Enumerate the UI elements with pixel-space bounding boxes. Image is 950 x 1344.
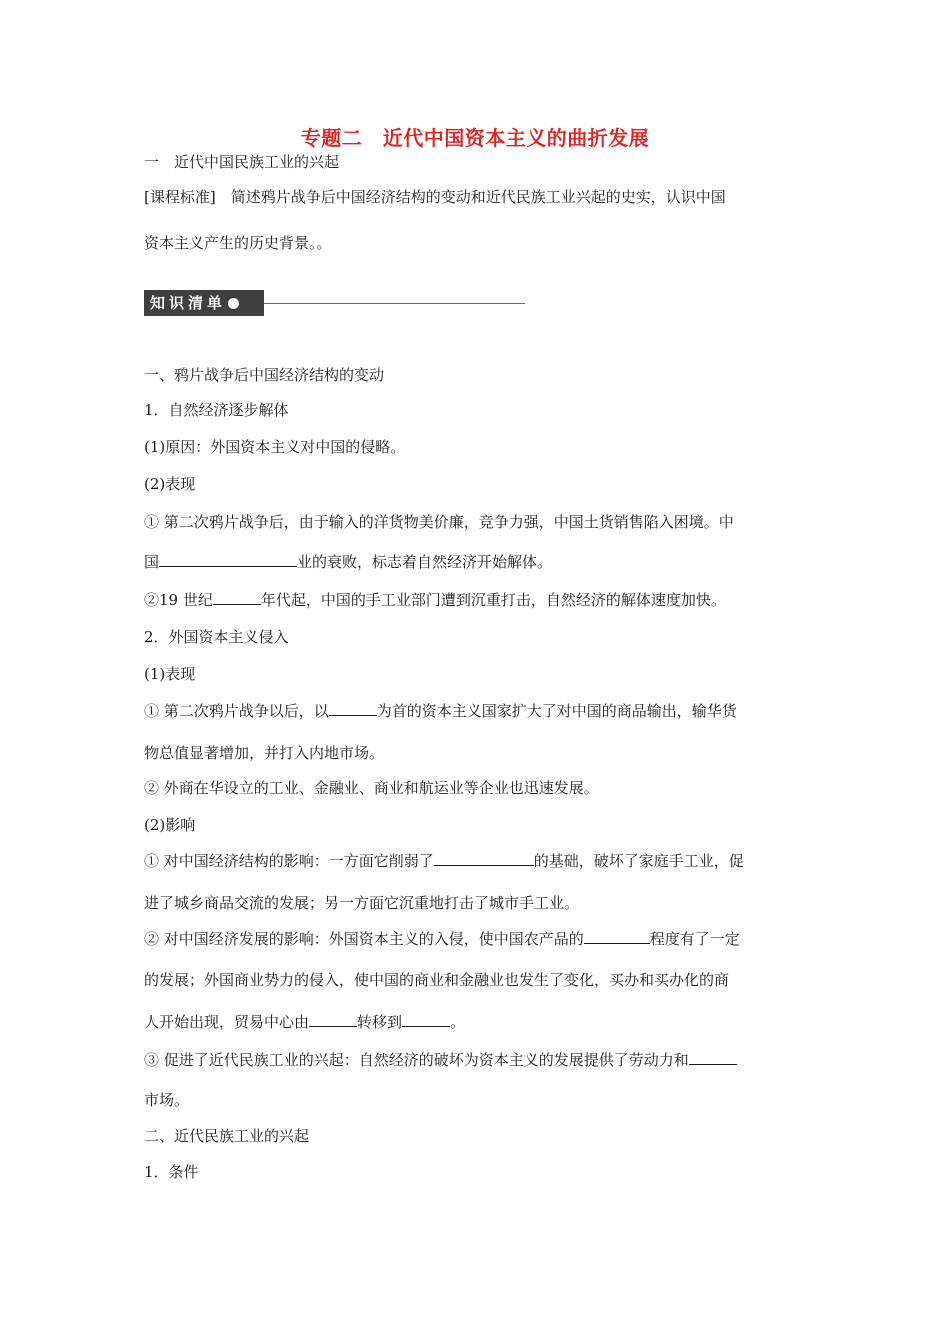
text-fragment: ② 对中国经济发展的影响：外国资本主义的入侵，使中国农产品的 [144, 930, 584, 948]
item-1-1-1: (1)原因：外国资本主义对中国的侵略。 [144, 438, 406, 456]
item-1-2-1-a-line-2: 物总值显著增加，并打入内地市场。 [144, 744, 385, 762]
text-fragment: 人开始出现，贸易中心由 [144, 1013, 310, 1031]
item-1-1-2-b [144, 590, 726, 610]
fill-in-blank[interactable] [584, 929, 650, 944]
fill-in-blank[interactable] [329, 701, 377, 716]
text-fragment: ① 第二次鸦片战争以后，以 [144, 702, 329, 720]
section-divider [264, 303, 525, 304]
item-1-1: 1．自然经济逐步解体 [144, 401, 289, 419]
item-2-1: 1．条件 [144, 1163, 199, 1181]
course-standard-line-2: 资本主义产生的历史背景。。 [144, 234, 332, 252]
item-1-2-2-a-line-1 [144, 851, 744, 871]
fill-in-blank[interactable] [434, 851, 534, 866]
section-2-heading: 二、近代民族工业的兴起 [144, 1127, 310, 1145]
text-fragment: 。 [450, 1013, 466, 1031]
course-standard-line-1 [144, 187, 726, 207]
lesson-subtitle: 一 近代中国民族工业的兴起 [144, 153, 340, 171]
item-1-2-1: (1)表现 [144, 665, 196, 683]
text-fragment: 程度有了一定 [649, 930, 740, 948]
item-1-2-1-a-line-1 [144, 701, 737, 721]
item-1-1-2-a-line-2 [144, 552, 552, 572]
item-1-1-2-a-line-1: ① 第二次鸦片战争后，由于输入的洋货物美价廉，竞争力强，中国土货销售陷入困境。中 [144, 513, 734, 531]
text-fragment: 为首的资本主义国家扩大了对中国的商品输出，输华货 [376, 702, 737, 720]
item-1-2-1-b: ② 外商在华设立的工业、金融业、商业和航运业等企业也迅速发展。 [144, 779, 599, 797]
page-title: 专题二 近代中国资本主义的曲折发展 [300, 126, 650, 150]
knowledge-list-tag-label: 知识清单 [150, 294, 227, 312]
item-1-2: 2．外国资本主义侵入 [144, 628, 289, 646]
text-fragment: ③ 促进了近代民族工业的兴起：自然经济的破坏为资本主义的发展提供了劳动力和 [144, 1051, 689, 1069]
course-standard-text-1: 简述鸦片战争后中国经济结构的变动和近代民族工业兴起的史实，认识中国 [215, 188, 726, 206]
text-fragment: 转移到 [357, 1013, 403, 1031]
text-fragment: ②19 世纪 [144, 591, 213, 609]
item-1-1-2: (2)表现 [144, 475, 196, 493]
item-1-2-2-a-line-2: 进了城乡商品交流的发展；另一方面它沉重地打击了城市手工业。 [144, 894, 580, 912]
item-1-2-2: (2)影响 [144, 816, 196, 834]
text-fragment: 年代起，中国的手工业部门遭到沉重打击，自然经济的解体速度加快。 [260, 591, 726, 609]
text-fragment: ① 对中国经济结构的影响：一方面它削弱了 [144, 852, 434, 870]
item-1-2-2-b-line-1 [144, 929, 740, 949]
section-1-heading: 一、鸦片战争后中国经济结构的变动 [144, 366, 385, 384]
fill-in-blank[interactable] [159, 552, 297, 567]
fill-in-blank[interactable] [213, 590, 261, 605]
fill-in-blank[interactable] [689, 1050, 737, 1065]
item-1-2-2-b-line-2: 的发展；外国商业势力的侵入，使中国的商业和金融业也发生了变化，买办和买办化的商 [144, 971, 730, 989]
text-fragment: 国 [144, 553, 160, 571]
item-1-2-2-b-line-3 [144, 1012, 465, 1032]
knowledge-list-tag [144, 290, 264, 316]
fill-in-blank[interactable] [402, 1012, 450, 1027]
item-1-2-2-c-line-2: 市场。 [144, 1091, 190, 1109]
text-fragment: 的基础，破坏了家庭手工业，促 [533, 852, 744, 870]
bullet-dot-icon [228, 298, 239, 309]
text-fragment: 业的衰败，标志着自然经济开始解体。 [297, 553, 553, 571]
fill-in-blank[interactable] [309, 1012, 357, 1027]
course-standard-label: [课程标准] [144, 188, 216, 206]
item-1-2-2-c-line-1 [144, 1050, 737, 1070]
